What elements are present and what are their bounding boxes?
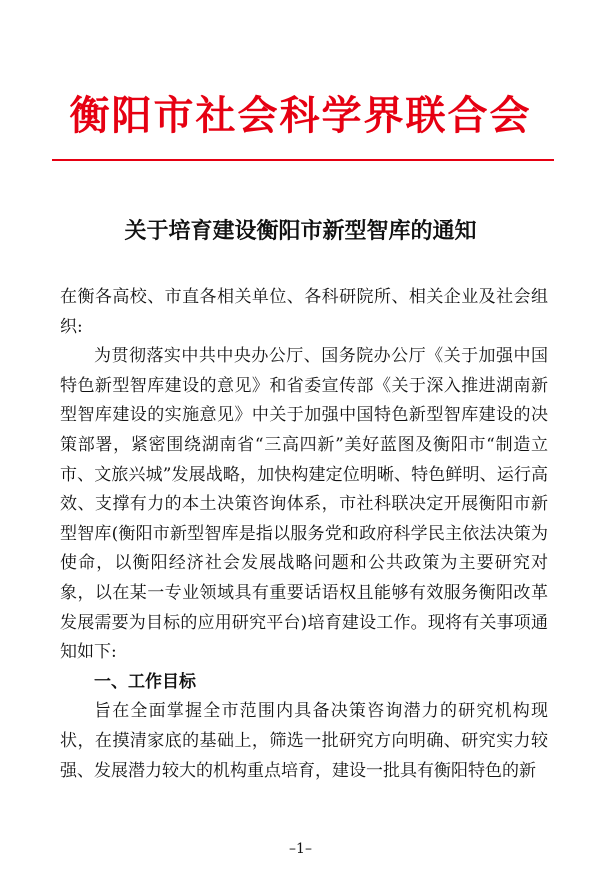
letterhead-title: 衡阳市社会科学界联合会 [69, 92, 532, 139]
page-number: –1– [289, 841, 312, 857]
paragraph: 旨在全面掌握全市范围内具备决策咨询潜力的研究机构现状，在摸清家底的基础上，筛选一批研究方向明确、研究实力较强、发展潜力较大的机构重点培育，建设一批具有衡阳特色的新 [60, 701, 548, 781]
salutation: 在衡各高校、市直各相关单位、各科研院所、相关企业及社会组织: [60, 287, 548, 337]
section-heading: 一、工作目标 [94, 671, 196, 692]
document-title: 关于培育建设衡阳市新型智库的通知 [124, 218, 477, 244]
letterhead-rule [52, 159, 554, 161]
document-body [60, 283, 548, 786]
paragraph: 为贯彻落实中共中央办公厅、国务院办公厅《关于加强中国特色新型智库建设的意见》和省委宣传部《关于深入推进湖南新型智库建设的实施意见》中关于加强中国特色新型智库建设的决策部署，紧密围绕湖南省“三高四新”美好蓝图及衡阳市“制造立市、文旅兴城”发展战略，加快构建定位明晰、特色鲜明、运行高效、支撑有力的本土决策咨询体系，市社科联决定开展衡阳市新型智库(衡阳市新型智库是指以服务党和政府科学民主依法决策为使命，以衡阳经济社会发展战略问题和公共政策为主要研究对象，以在某一专业领域具有重要话语权且能够有效服务衡阳改革发展需要为目标的应用研究平台)培育建设工作。现将有关事项通知如下: [60, 346, 548, 663]
